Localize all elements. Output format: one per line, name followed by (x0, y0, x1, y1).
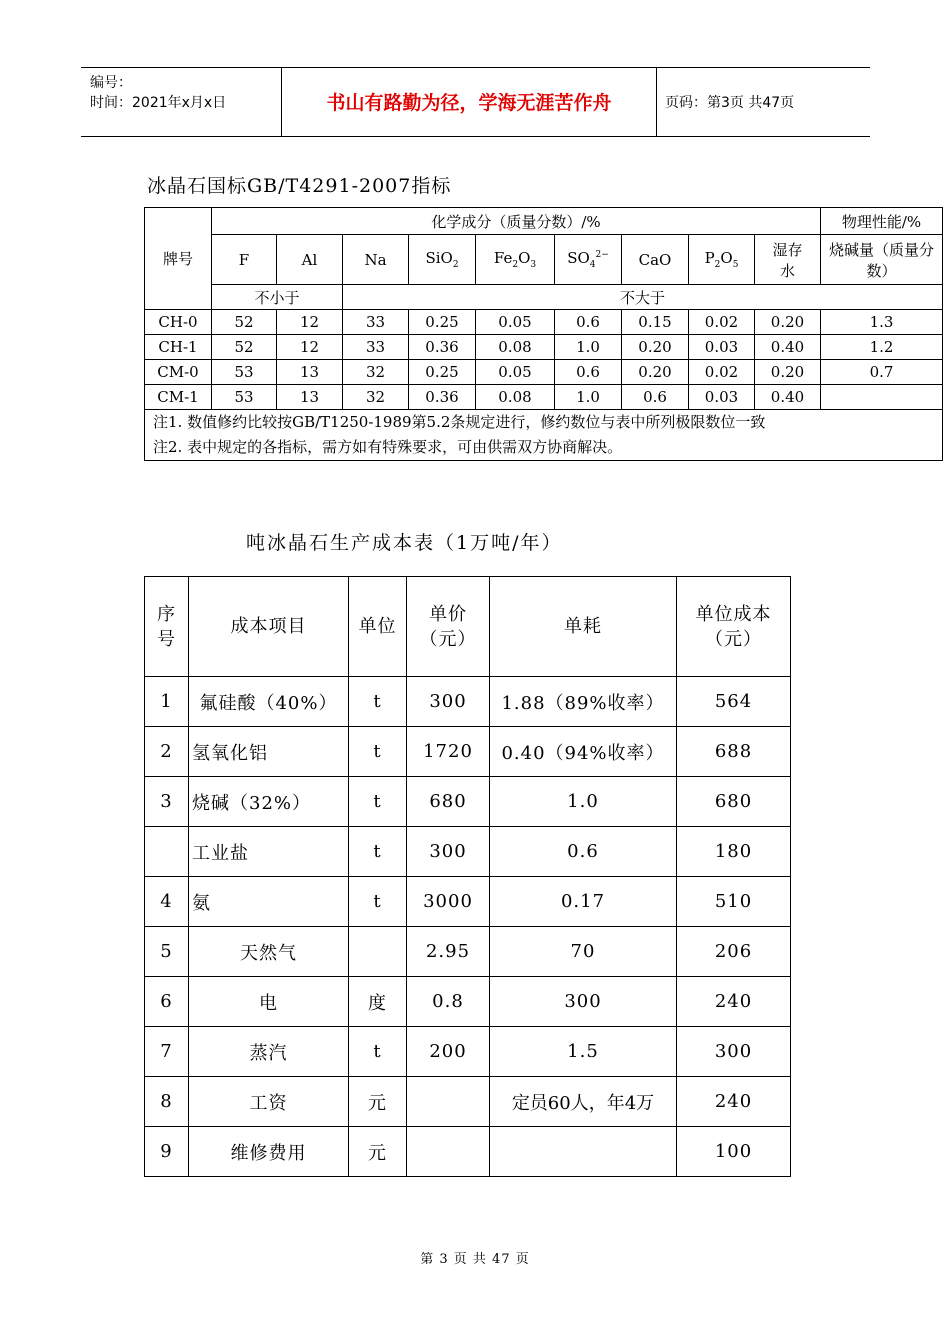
cell: 元 (349, 1127, 407, 1177)
col-fe2o3: $Fe_2O_3$ (476, 235, 555, 285)
cell: 0.08 (476, 385, 555, 410)
table-row (145, 927, 791, 977)
table-row (145, 677, 791, 727)
cell: 33 (343, 310, 409, 335)
cell: 元 (349, 1077, 407, 1127)
serial-label: 编号： (90, 75, 132, 91)
cell: 1720 (407, 727, 490, 777)
table-row (145, 360, 943, 385)
h-consumption: 单耗 (490, 577, 677, 677)
col-na: Na (343, 235, 409, 285)
cell: 206 (677, 927, 791, 977)
cell: 0.17 (490, 877, 677, 927)
cell: 680 (677, 777, 791, 827)
table-row (145, 777, 791, 827)
cell: 1.0 (555, 335, 622, 360)
note-1: 注1. 数值修约比较按GB/T1250-1989第5.2条规定进行，修约数位与表中所列极限数位一致 (153, 413, 766, 431)
cell: 电 (189, 977, 349, 1027)
table-row (145, 977, 791, 1027)
cell: t (349, 1027, 407, 1077)
col-so4: $SO_4^{2-}$ (555, 235, 622, 285)
cell: 1.0 (555, 385, 622, 410)
time-label: 时间：2021年x月x日 (90, 95, 227, 111)
cell: 氨 (189, 877, 349, 927)
cell: 0.05 (476, 360, 555, 385)
cell: 510 (677, 877, 791, 927)
table-row (145, 335, 943, 360)
cell: t (349, 877, 407, 927)
cost-table (144, 576, 791, 1177)
cell: t (349, 777, 407, 827)
cell (821, 385, 943, 410)
cell (407, 1077, 490, 1127)
note-2: 注2. 表中规定的各指标，需方如有特殊要求，可由供需双方协商解决。 (153, 438, 623, 456)
cell: 1.0 (490, 777, 677, 827)
cell: 240 (677, 1077, 791, 1127)
cell: 0.20 (755, 310, 821, 335)
cell: 定员60人，年4万 (490, 1077, 677, 1127)
cell: 53 (212, 385, 277, 410)
cell: 240 (677, 977, 791, 1027)
h-item: 成本项目 (189, 577, 349, 677)
cell: 0.6 (555, 360, 622, 385)
col-loi: 烧碱量（质量分数） (821, 235, 943, 285)
cell: 0.08 (476, 335, 555, 360)
page-header (81, 67, 870, 137)
cell: 52 (212, 310, 277, 335)
col-sio2: SiO$_2$ (409, 235, 476, 285)
page-footer: 第 3 页 共 47 页 (420, 1252, 530, 1267)
cell: 9 (145, 1127, 189, 1177)
table-row (145, 727, 791, 777)
cell (349, 927, 407, 977)
cell: 12 (277, 335, 343, 360)
cell: 工业盐 (189, 827, 349, 877)
cell: 8 (145, 1077, 189, 1127)
cell: 7 (145, 1027, 189, 1077)
cell: 200 (407, 1027, 490, 1077)
cell: 0.40（94%收率） (490, 727, 677, 777)
cell: 52 (212, 335, 277, 360)
col-al: Al (277, 235, 343, 285)
cell: 0.25 (409, 360, 476, 385)
cell: 13 (277, 385, 343, 410)
table-row (145, 827, 791, 877)
cell: 0.02 (689, 310, 755, 335)
cell: 1 (145, 677, 189, 727)
cell: 0.40 (755, 335, 821, 360)
cell (490, 1127, 677, 1177)
table-row (145, 1027, 791, 1077)
cell: 0.03 (689, 335, 755, 360)
standard-table (144, 207, 943, 461)
not-more-label: 不大于 (343, 285, 943, 310)
cell: 0.40 (755, 385, 821, 410)
cell: 1.5 (490, 1027, 677, 1077)
cell (145, 827, 189, 877)
cell: 300 (407, 677, 490, 727)
cell: 300 (490, 977, 677, 1027)
cell: 12 (277, 310, 343, 335)
cell: t (349, 677, 407, 727)
cell: 2.95 (407, 927, 490, 977)
h-price: 单价 （元） (407, 577, 490, 677)
cell: 工资 (189, 1077, 349, 1127)
cell (407, 1127, 490, 1177)
cell: 688 (677, 727, 791, 777)
phys-header: 物理性能/% (821, 208, 943, 235)
h-unit: 单位 (349, 577, 407, 677)
cell: 3000 (407, 877, 490, 927)
cell: 0.25 (409, 310, 476, 335)
cell: 33 (343, 335, 409, 360)
cell: 0.02 (689, 360, 755, 385)
cell: 0.8 (407, 977, 490, 1027)
cell: t (349, 827, 407, 877)
cell: 4 (145, 877, 189, 927)
cell: 6 (145, 977, 189, 1027)
cell: 32 (343, 385, 409, 410)
cell: 0.03 (689, 385, 755, 410)
cell: 度 (349, 977, 407, 1027)
cell: 1.3 (821, 310, 943, 335)
table-row (145, 310, 943, 335)
cell: CH-0 (145, 310, 212, 335)
table2-title: 吨冰晶石生产成本表（1万吨/年） (246, 532, 563, 554)
cell: 5 (145, 927, 189, 977)
table-row (145, 385, 943, 410)
cell: 0.15 (622, 310, 689, 335)
chem-header: 化学成分（质量分数）/% (212, 208, 821, 235)
cell: CM-1 (145, 385, 212, 410)
cell: 32 (343, 360, 409, 385)
cell: t (349, 727, 407, 777)
cell: 天然气 (189, 927, 349, 977)
brand-header: 牌号 (145, 208, 212, 310)
col-cao: CaO (622, 235, 689, 285)
cell: 0.20 (622, 360, 689, 385)
header-meta (81, 68, 281, 136)
cell: 氟硅酸（40%） (189, 677, 349, 727)
cell: 蒸汽 (189, 1027, 349, 1077)
cell: CM-0 (145, 360, 212, 385)
cell: 300 (677, 1027, 791, 1077)
cell: CH-1 (145, 335, 212, 360)
cell: 2 (145, 727, 189, 777)
cell: 0.36 (409, 385, 476, 410)
cell: 0.20 (755, 360, 821, 385)
cell: 70 (490, 927, 677, 977)
table-row (145, 877, 791, 927)
cell: 维修费用 (189, 1127, 349, 1177)
header-motto: 书山有路勤为径，学海无涯苦作舟 (281, 68, 657, 136)
cell: 0.05 (476, 310, 555, 335)
col-p2o5: $P_2O_5$ (689, 235, 755, 285)
col-f: F (212, 235, 277, 285)
cell: 0.6 (555, 310, 622, 335)
cell: 3 (145, 777, 189, 827)
h-cost: 单位成本 （元） (677, 577, 791, 677)
cell: 氢氧化铝 (189, 727, 349, 777)
cell: 180 (677, 827, 791, 877)
cell: 1.88（89%收率） (490, 677, 677, 727)
cell: 0.20 (622, 335, 689, 360)
cell: 1.2 (821, 335, 943, 360)
cell: 13 (277, 360, 343, 385)
table-row (145, 1077, 791, 1127)
col-moisture: 湿存水 (755, 235, 821, 285)
cell: 100 (677, 1127, 791, 1177)
h-seq: 序 号 (145, 577, 189, 677)
table-row (145, 1127, 791, 1177)
cell: 0.6 (490, 827, 677, 877)
cell: 564 (677, 677, 791, 727)
cell: 烧碱（32%） (189, 777, 349, 827)
table1-title: 冰晶石国标GB/T4291-2007指标 (147, 175, 452, 197)
cell: 0.36 (409, 335, 476, 360)
cell: 300 (407, 827, 490, 877)
cell: 0.7 (821, 360, 943, 385)
cell: 53 (212, 360, 277, 385)
cell: 0.6 (622, 385, 689, 410)
table1-notes (145, 410, 943, 461)
not-less-label: 不小于 (212, 285, 343, 310)
header-page-label: 页码：第3页 共47页 (665, 95, 795, 111)
cell: 680 (407, 777, 490, 827)
